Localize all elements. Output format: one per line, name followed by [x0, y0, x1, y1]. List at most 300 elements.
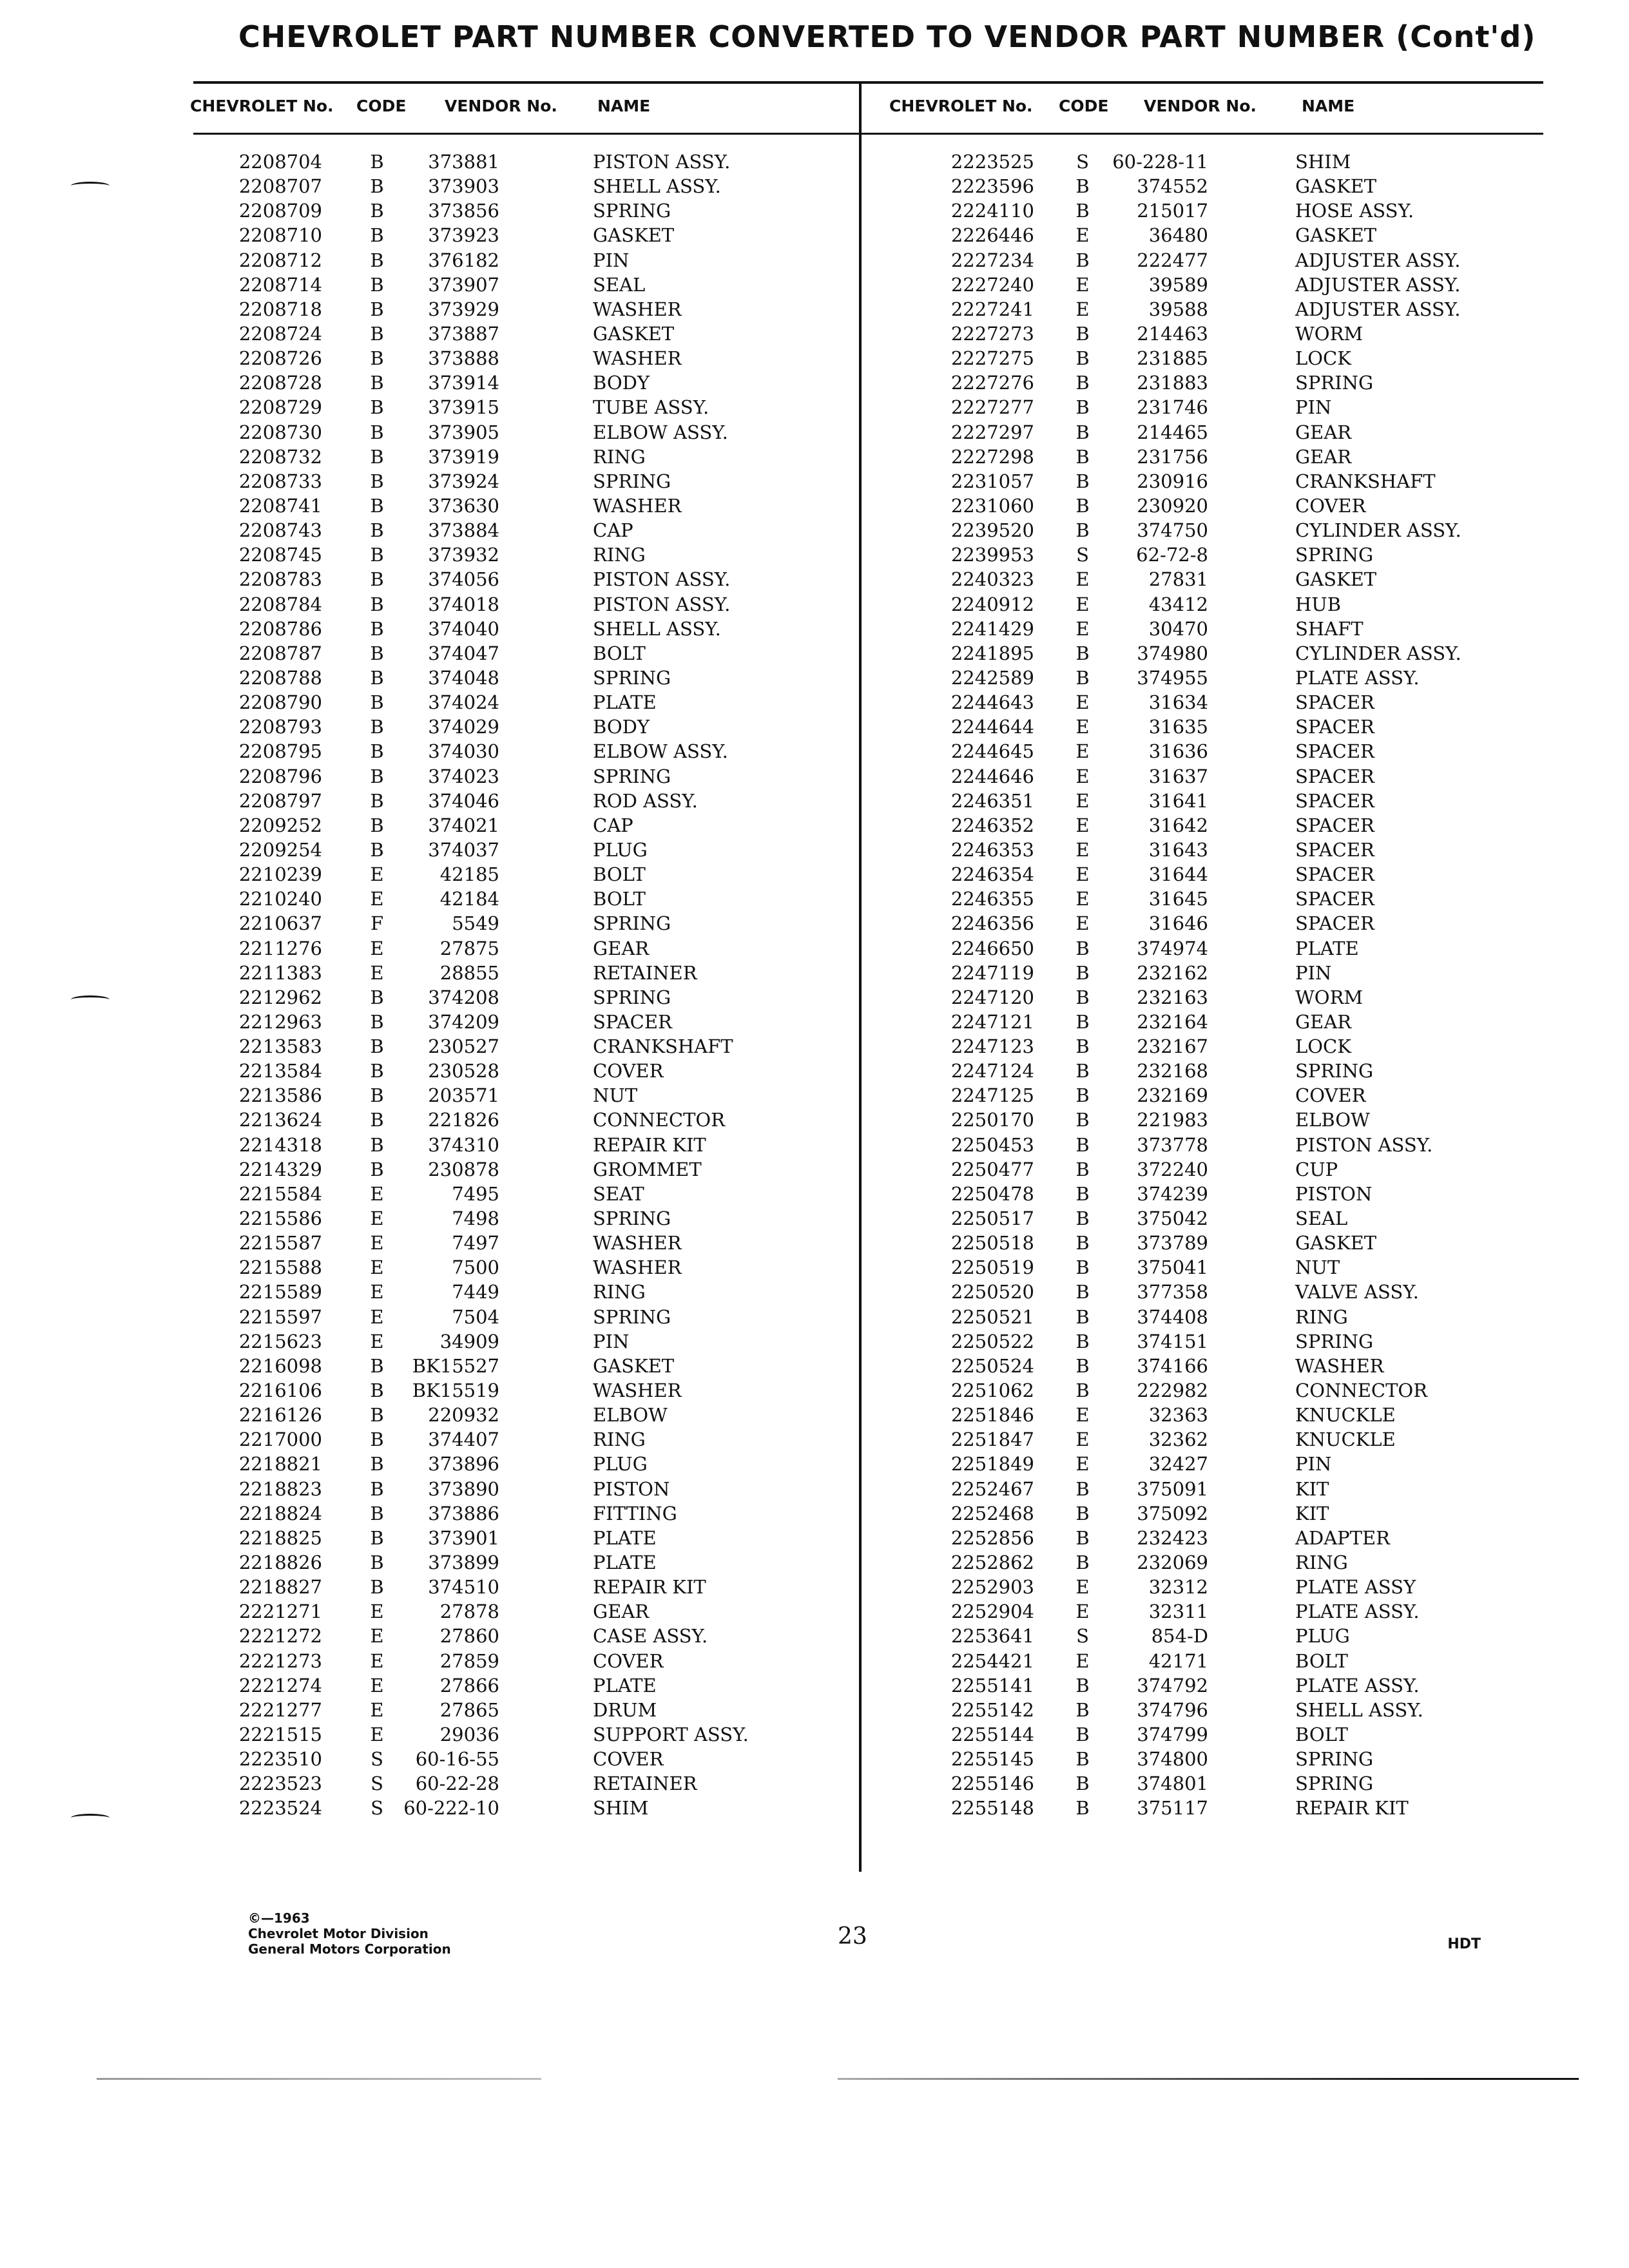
code-cell: E: [370, 1305, 384, 1328]
code-cell: E: [370, 1698, 384, 1721]
code-cell: E: [370, 1649, 384, 1672]
chevrolet-no-cell: 2241895: [950, 642, 1034, 664]
code-cell: E: [1075, 224, 1090, 247]
code-cell: B: [370, 1354, 384, 1377]
table-row: [928, 445, 1540, 469]
table-row: [222, 248, 834, 273]
chevrolet-no-cell: 2251847: [950, 1428, 1034, 1451]
part-name-cell: PLUG: [1295, 1625, 1350, 1648]
chevrolet-no-cell: 2208733: [238, 470, 322, 492]
chevrolet-no-cell: 2213586: [238, 1084, 322, 1107]
code-cell: B: [1075, 1232, 1090, 1254]
code-cell: B: [370, 470, 384, 492]
chevrolet-no-cell: 2226446: [950, 224, 1034, 247]
code-cell: E: [370, 1207, 384, 1230]
chevrolet-no-cell: 2250477: [950, 1158, 1034, 1180]
vendor-no-cell: 374040: [428, 617, 499, 640]
part-name-cell: RETAINER: [593, 1773, 697, 1795]
chevrolet-no-cell: 2212963: [238, 1010, 322, 1033]
chevrolet-no-cell: 2247124: [950, 1060, 1034, 1082]
chevrolet-no-cell: 2209254: [238, 838, 322, 861]
chevrolet-no-cell: 2255144: [950, 1724, 1034, 1745]
table-row: [928, 1771, 1540, 1796]
vendor-no-cell: 232163: [1137, 986, 1208, 1008]
part-name-cell: WASHER: [593, 1232, 682, 1254]
code-cell: B: [1075, 1158, 1090, 1180]
chevrolet-no-cell: 2250170: [950, 1109, 1034, 1131]
chevrolet-no-cell: 2250520: [950, 1281, 1034, 1303]
chevrolet-no-cell: 2211276: [238, 937, 322, 959]
chevrolet-no-cell: 2223510: [238, 1748, 322, 1771]
table-row: [222, 370, 834, 395]
table-row: [928, 1796, 1540, 1820]
vendor-no-cell: 373789: [1137, 1232, 1208, 1254]
col-code: CODE: [356, 97, 407, 115]
binder-hole-mark: [71, 1814, 110, 1822]
chevrolet-no-cell: 2216106: [238, 1379, 322, 1402]
part-name-cell: PLUG: [593, 1453, 648, 1475]
right-parts-table: [928, 149, 1540, 1821]
table-row: [928, 764, 1540, 789]
table-row: [928, 1182, 1540, 1206]
part-name-cell: BODY: [593, 716, 650, 738]
table-row: [928, 1255, 1540, 1280]
code-cell: B: [1075, 347, 1090, 370]
chevrolet-no-cell: 2221272: [238, 1625, 322, 1648]
part-name-cell: GASKET: [1295, 1232, 1377, 1254]
table-row: [928, 395, 1540, 419]
vendor-no-cell: 230528: [428, 1060, 499, 1082]
chevrolet-no-cell: 2218823: [238, 1477, 322, 1500]
part-name-cell: HUB: [1295, 593, 1342, 615]
chevrolet-no-cell: 2210239: [238, 863, 322, 886]
part-name-cell: SPACER: [1295, 691, 1374, 714]
part-name-cell: BOLT: [593, 642, 646, 664]
table-row: [222, 936, 834, 961]
table-row: [928, 518, 1540, 543]
code-cell: B: [1075, 1084, 1090, 1107]
table-row: [928, 1133, 1540, 1157]
vendor-no-cell: 62-72-8: [1136, 544, 1208, 566]
table-row: [928, 370, 1540, 395]
code-cell: E: [1075, 1453, 1090, 1475]
part-name-cell: REPAIR KIT: [593, 1576, 706, 1599]
vendor-no-cell: 39588: [1148, 298, 1208, 320]
table-row: [222, 1599, 834, 1624]
part-name-cell: SPACER: [1295, 740, 1374, 763]
chevrolet-no-cell: 2244643: [950, 691, 1034, 714]
part-name-cell: PISTON: [1295, 1182, 1373, 1205]
part-name-cell: PLATE ASSY.: [1295, 1674, 1420, 1696]
part-name-cell: BOLT: [1295, 1724, 1348, 1745]
part-name-cell: GASKET: [1295, 568, 1377, 591]
chevrolet-no-cell: 2208714: [238, 273, 322, 296]
table-row: [222, 641, 834, 666]
vendor-no-cell: 374407: [428, 1428, 499, 1451]
part-name-cell: COVER: [593, 1060, 664, 1082]
part-name-cell: ROD ASSY.: [593, 789, 698, 812]
table-row: [928, 666, 1540, 690]
vendor-no-cell: 231885: [1137, 347, 1208, 370]
vendor-no-cell: 27860: [439, 1625, 499, 1648]
part-name-cell: RING: [593, 1428, 646, 1451]
vendor-no-cell: BK15527: [412, 1354, 499, 1377]
chevrolet-no-cell: 2247121: [950, 1010, 1034, 1033]
part-name-cell: CRANKSHAFT: [1295, 470, 1436, 492]
part-name-cell: SPRING: [1295, 1330, 1374, 1352]
table-row: [928, 936, 1540, 961]
chevrolet-no-cell: 2251849: [950, 1453, 1034, 1475]
chevrolet-no-cell: 2246356: [950, 912, 1034, 935]
vendor-no-cell: 374239: [1137, 1182, 1208, 1205]
chevrolet-no-cell: 2218827: [238, 1576, 322, 1599]
vendor-no-cell: 27859: [439, 1649, 499, 1672]
chevrolet-no-cell: 2208783: [238, 568, 322, 591]
vendor-no-cell: 230920: [1137, 494, 1208, 517]
chevrolet-no-cell: 2208786: [238, 617, 322, 640]
chevrolet-no-cell: 2221277: [238, 1698, 322, 1721]
code-cell: S: [371, 1797, 383, 1820]
vendor-no-cell: 373896: [428, 1453, 499, 1475]
vendor-no-cell: 231746: [1137, 396, 1208, 419]
table-row: [928, 1624, 1540, 1648]
part-name-cell: SPACER: [1295, 888, 1374, 910]
vendor-no-cell: 203571: [428, 1084, 499, 1107]
vendor-no-cell: 375041: [1137, 1256, 1208, 1279]
part-name-cell: SEAL: [593, 273, 646, 296]
vendor-no-cell: 60-228-11: [1112, 151, 1208, 173]
code-cell: E: [370, 888, 384, 910]
vendor-no-cell: 231756: [1137, 445, 1208, 468]
code-cell: B: [370, 1502, 384, 1524]
chevrolet-no-cell: 2247123: [950, 1035, 1034, 1058]
part-name-cell: SPRING: [1295, 372, 1374, 394]
code-cell: B: [370, 347, 384, 370]
table-row: [222, 789, 834, 813]
vendor-no-cell: 374018: [428, 593, 499, 615]
vendor-no-cell: 373905: [428, 421, 499, 443]
code-cell: B: [370, 789, 384, 812]
code-cell: B: [370, 273, 384, 296]
part-name-cell: BOLT: [1295, 1649, 1348, 1672]
table-row: [222, 1501, 834, 1526]
table-row: [928, 1698, 1540, 1722]
part-name-cell: GROMMET: [593, 1158, 702, 1180]
chevrolet-no-cell: 2208732: [238, 445, 322, 468]
part-name-cell: WASHER: [593, 298, 682, 320]
vendor-no-cell: 374151: [1137, 1330, 1208, 1352]
vendor-no-cell: 374030: [428, 740, 499, 763]
chevrolet-no-cell: 2223524: [238, 1797, 322, 1820]
table-row: [222, 1403, 834, 1427]
part-name-cell: BODY: [593, 372, 650, 394]
part-name-cell: LOCK: [1295, 347, 1351, 370]
code-cell: B: [1075, 1207, 1090, 1230]
table-row: [928, 1599, 1540, 1624]
table-row: [222, 1624, 834, 1648]
chevrolet-no-cell: 2250521: [950, 1305, 1034, 1328]
part-name-cell: GASKET: [593, 1354, 675, 1377]
vendor-no-cell: 373914: [428, 372, 499, 394]
table-row: [928, 617, 1540, 641]
code-cell: E: [1075, 1576, 1090, 1599]
chevrolet-no-cell: 2227240: [950, 273, 1034, 296]
code-cell: E: [1075, 691, 1090, 714]
code-cell: B: [1075, 1698, 1090, 1721]
chevrolet-no-cell: 2210240: [238, 888, 322, 910]
vendor-no-cell: 221983: [1137, 1109, 1208, 1131]
part-name-cell: REPAIR KIT: [593, 1133, 706, 1156]
code-cell: E: [1075, 298, 1090, 320]
vendor-no-cell: 373924: [428, 470, 499, 492]
vendor-no-cell: 374800: [1137, 1748, 1208, 1771]
table-row: [928, 469, 1540, 494]
code-cell: B: [370, 716, 384, 738]
part-name-cell: KNUCKLE: [1295, 1404, 1396, 1427]
table-row: [222, 911, 834, 936]
table-row: [928, 1329, 1540, 1354]
chevrolet-no-cell: 2211383: [238, 961, 322, 984]
table-row: [222, 1280, 834, 1304]
table-row: [928, 911, 1540, 936]
code-cell: B: [1075, 1330, 1090, 1352]
chevrolet-no-cell: 2252862: [950, 1552, 1034, 1574]
table-row: [928, 1305, 1540, 1329]
vendor-no-cell: 230527: [428, 1035, 499, 1058]
code-cell: B: [1075, 470, 1090, 492]
table-row: [928, 985, 1540, 1010]
vendor-no-cell: 374552: [1137, 175, 1208, 198]
binder-hole-mark: [71, 995, 110, 1004]
part-name-cell: PLATE: [593, 691, 657, 714]
part-name-cell: CONNECTOR: [593, 1109, 726, 1131]
part-name-cell: HOSE ASSY.: [1295, 200, 1414, 222]
column-divider: [859, 84, 862, 1872]
part-name-cell: WASHER: [1295, 1354, 1384, 1377]
chevrolet-no-cell: 2250478: [950, 1182, 1034, 1205]
code-cell: E: [1075, 716, 1090, 738]
vendor-no-cell: 214463: [1137, 322, 1208, 345]
table-row: [928, 346, 1540, 370]
table-row: [928, 1206, 1540, 1231]
vendor-no-cell: 373886: [428, 1502, 499, 1524]
vendor-no-cell: 27866: [439, 1674, 499, 1696]
vendor-no-cell: 373919: [428, 445, 499, 468]
vendor-no-cell: 373888: [428, 347, 499, 370]
code-cell: B: [370, 568, 384, 591]
vendor-no-cell: 374955: [1137, 666, 1208, 689]
table-row: [222, 567, 834, 591]
vendor-no-cell: 374166: [1137, 1354, 1208, 1377]
chevrolet-no-cell: 2227298: [950, 445, 1034, 468]
table-row: [222, 1575, 834, 1599]
table-row: [928, 690, 1540, 715]
part-name-cell: SHIM: [1295, 151, 1351, 173]
table-row: [222, 174, 834, 198]
code-cell: B: [370, 372, 384, 394]
code-cell: E: [370, 1182, 384, 1205]
part-name-cell: PLATE: [593, 1552, 657, 1574]
table-row: [222, 1673, 834, 1698]
vendor-no-cell: 31645: [1148, 888, 1208, 910]
chevrolet-no-cell: 2242589: [950, 666, 1034, 689]
code-cell: B: [370, 1477, 384, 1500]
vendor-no-cell: 374037: [428, 838, 499, 861]
chevrolet-no-cell: 2255146: [950, 1773, 1034, 1795]
code-cell: B: [1075, 1477, 1090, 1500]
chevrolet-no-cell: 2255145: [950, 1748, 1034, 1771]
col-name: NAME: [1302, 97, 1355, 115]
part-name-cell: SEAT: [593, 1182, 644, 1205]
code-cell: S: [1076, 544, 1089, 566]
code-cell: E: [370, 1281, 384, 1303]
part-name-cell: PISTON ASSY.: [593, 151, 731, 173]
chevrolet-no-cell: 2208797: [238, 789, 322, 812]
chevrolet-no-cell: 2252468: [950, 1502, 1034, 1524]
part-name-cell: SPRING: [593, 470, 671, 492]
vendor-no-cell: 60-22-28: [415, 1773, 499, 1795]
table-row: [222, 592, 834, 617]
chevrolet-no-cell: 2239953: [950, 544, 1034, 566]
table-row: [222, 198, 834, 223]
document-mark: HDT: [1447, 1936, 1481, 1952]
part-name-cell: ELBOW ASSY.: [593, 740, 728, 763]
code-cell: B: [370, 986, 384, 1008]
vendor-no-cell: 374024: [428, 691, 499, 714]
code-cell: B: [370, 1428, 384, 1451]
part-name-cell: WASHER: [593, 347, 682, 370]
table-row: [928, 1550, 1540, 1575]
code-cell: B: [1075, 1526, 1090, 1549]
chevrolet-no-cell: 2208796: [238, 765, 322, 787]
part-name-cell: WORM: [1295, 986, 1364, 1008]
vendor-no-cell: 854-D: [1151, 1625, 1208, 1648]
chevrolet-no-cell: 2252904: [950, 1600, 1034, 1623]
chevrolet-no-cell: 2208741: [238, 494, 322, 517]
chevrolet-no-cell: 2215588: [238, 1256, 322, 1279]
chevrolet-no-cell: 2208793: [238, 716, 322, 738]
code-cell: B: [1075, 1035, 1090, 1058]
chevrolet-no-cell: 2252856: [950, 1526, 1034, 1549]
vendor-no-cell: 42184: [439, 888, 499, 910]
table-row: [928, 494, 1540, 518]
table-row: [928, 1649, 1540, 1673]
table-row: [222, 1427, 834, 1452]
code-cell: B: [1075, 1797, 1090, 1820]
chevrolet-no-cell: 2246352: [950, 814, 1034, 836]
vendor-no-cell: 60-16-55: [415, 1748, 499, 1771]
chevrolet-no-cell: 2246353: [950, 838, 1034, 861]
code-cell: E: [1075, 593, 1090, 615]
vendor-no-cell: 30470: [1148, 617, 1208, 640]
part-name-cell: ELBOW ASSY.: [593, 421, 728, 443]
part-name-cell: SPACER: [1295, 912, 1374, 935]
part-name-cell: CAP: [593, 519, 633, 542]
vendor-no-cell: BK15519: [412, 1379, 499, 1402]
part-name-cell: WASHER: [593, 494, 682, 517]
part-name-cell: SEAL: [1295, 1207, 1348, 1230]
code-cell: E: [370, 1256, 384, 1279]
table-row: [222, 838, 834, 862]
code-cell: B: [370, 617, 384, 640]
chevrolet-no-cell: 2250522: [950, 1330, 1034, 1352]
code-cell: S: [371, 1773, 383, 1795]
chevrolet-no-cell: 2208728: [238, 372, 322, 394]
code-cell: B: [1075, 986, 1090, 1008]
chevrolet-no-cell: 2215597: [238, 1305, 322, 1328]
code-cell: B: [370, 151, 384, 173]
vendor-no-cell: 373899: [428, 1552, 499, 1574]
chevrolet-no-cell: 2223596: [950, 175, 1034, 198]
part-name-cell: SHAFT: [1295, 617, 1364, 640]
vendor-no-cell: 374750: [1137, 519, 1208, 542]
vendor-no-cell: 34909: [439, 1330, 499, 1352]
part-name-cell: VALVE ASSY.: [1295, 1281, 1419, 1303]
table-row: [928, 1673, 1540, 1698]
table-row: [928, 1059, 1540, 1083]
chevrolet-no-cell: 2208726: [238, 347, 322, 370]
part-name-cell: FITTING: [593, 1502, 677, 1524]
code-cell: B: [1075, 421, 1090, 443]
table-row: [222, 1771, 834, 1796]
vendor-no-cell: 42171: [1148, 1649, 1208, 1672]
part-name-cell: PLATE ASSY.: [1295, 1600, 1420, 1623]
code-cell: E: [1075, 789, 1090, 812]
code-cell: B: [1075, 1773, 1090, 1795]
chevrolet-no-cell: 2240912: [950, 593, 1034, 615]
table-row: [222, 862, 834, 887]
part-name-cell: SPACER: [1295, 863, 1374, 886]
part-name-cell: LOCK: [1295, 1035, 1351, 1058]
chevrolet-no-cell: 2227276: [950, 372, 1034, 394]
vendor-no-cell: 29036: [439, 1724, 499, 1745]
vendor-no-cell: 7449: [452, 1281, 499, 1303]
part-name-cell: WASHER: [593, 1256, 682, 1279]
code-cell: B: [1075, 1552, 1090, 1574]
part-name-cell: PLUG: [593, 838, 648, 861]
part-name-cell: PISTON ASSY.: [1295, 1133, 1433, 1156]
code-cell: B: [370, 1109, 384, 1131]
chevrolet-no-cell: 2244645: [950, 740, 1034, 763]
table-row: [222, 1206, 834, 1231]
chevrolet-no-cell: 2208729: [238, 396, 322, 419]
table-row: [928, 174, 1540, 198]
vendor-no-cell: 32311: [1148, 1600, 1208, 1623]
binder-hole-mark: [71, 182, 110, 190]
table-row: [222, 1477, 834, 1501]
chevrolet-no-cell: 2251062: [950, 1379, 1034, 1402]
vendor-no-cell: 374510: [428, 1576, 499, 1599]
part-name-cell: KIT: [1295, 1477, 1329, 1500]
code-cell: E: [1075, 1404, 1090, 1427]
code-cell: E: [1075, 1600, 1090, 1623]
code-cell: B: [1075, 1748, 1090, 1771]
table-row: [928, 862, 1540, 887]
code-cell: B: [370, 1404, 384, 1427]
chevrolet-no-cell: 2252903: [950, 1576, 1034, 1599]
code-cell: B: [1075, 200, 1090, 222]
part-name-cell: SPACER: [1295, 838, 1374, 861]
part-name-cell: GEAR: [1295, 421, 1352, 443]
chevrolet-no-cell: 2240323: [950, 568, 1034, 591]
part-name-cell: RING: [1295, 1305, 1348, 1328]
code-cell: B: [370, 1084, 384, 1107]
table-row: [222, 518, 834, 543]
col-chevrolet-no: CHEVROLET No.: [889, 97, 1033, 115]
vendor-no-cell: 374408: [1137, 1305, 1208, 1328]
part-name-cell: PLATE: [593, 1674, 657, 1696]
table-row: [928, 715, 1540, 739]
